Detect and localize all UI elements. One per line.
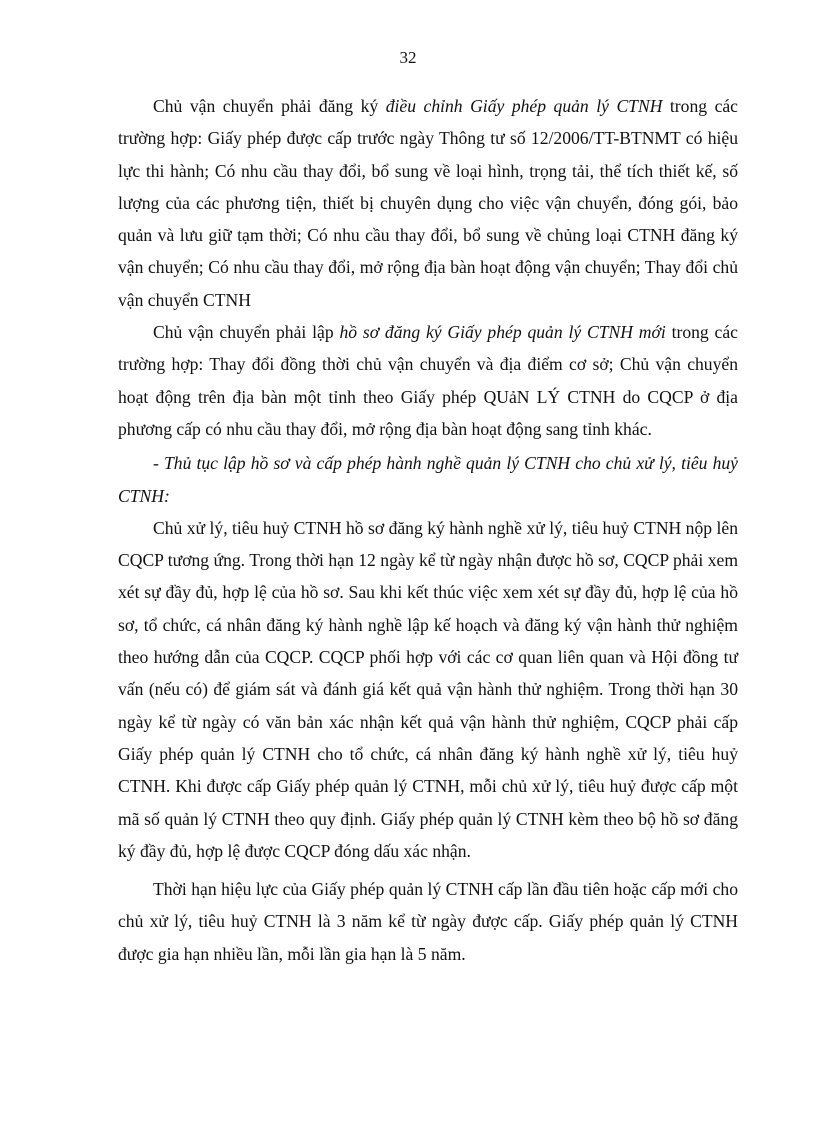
paragraph-treatment-procedure <box>118 512 738 867</box>
text-segment: Chủ vận chuyển phải đăng ký <box>153 96 386 116</box>
text-segment: trong các trường hợp: Giấy phép được cấp trước ngày Thông tư số 12/2006/TT-BTNMT có hiệu lực thi hành; Có nhu cầu thay đổi, bổ sung về loại hình, trọng tải, thể tích thiết kế, số lượng của các phương tiện, thiết bị chuyên dụng cho việc vận chuyển, đóng gói, bảo quản và lưu giữ tạm thời; Có nhu cầu thay đổi, bổ sung về chủng loại CTNH đăng ký vận chuyển; Có nhu cầu thay đổi, mở rộng địa bàn hoạt động vận chuyển; Thay đổi chủ vận chuyển CTNH <box>118 96 738 310</box>
text-segment: Chủ xử lý, tiêu huỷ CTNH hồ sơ đăng ký hành nghề xử lý, tiêu huỷ CTNH nộp lên CQCP tương ứng. Trong thời hạn 12 ngày kể từ ngày nhận được hồ sơ, CQCP phải xem xét sự đầy đủ, hợp lệ của hồ sơ. Sau khi kết thúc việc xem xét sự đầy đủ, hợp lệ của hồ sơ, tổ chức, cá nhân đăng ký hành nghề lập kế hoạch và đăng ký vận hành thử nghiệm theo hướng dẫn của CQCP. CQCP phối hợp với các cơ quan liên quan và Hội đồng tư vấn (nếu có) để giám sát và đánh giá kết quả vận hành thử nghiệm. Trong thời hạn 30 ngày kể từ ngày có văn bản xác nhận kết quả vận hành thử nghiệm, CQCP phải cấp Giấy phép quản lý CTNH cho tổ chức, cá nhân đăng ký hành nghề xử lý, tiêu huỷ CTNH. Khi được cấp Giấy phép quản lý CTNH, mỗi chủ xử lý, tiêu huỷ được cấp một mã số quản lý CTNH theo quy định. Giấy phép quản lý CTNH kèm theo bộ hồ sơ đăng ký đầy đủ, hợp lệ được CQCP đóng dấu xác nhận. <box>118 517 738 861</box>
text-segment-italic: điều chỉnh Giấy phép quản lý CTNH <box>385 96 663 116</box>
page-number: 32 <box>399 48 417 67</box>
document-body <box>118 90 738 970</box>
text-segment: trong các trường hợp: Thay đổi đồng thời chủ vận chuyển và địa điểm cơ sở; Chủ vận chuyển hoạt động trên địa bàn một tỉnh theo Giấy phép QUảN LÝ CTNH do CQCP ở địa phương cấp có nhu cầu thay đổi, mở rộng địa bàn hoạt động sang tỉnh khác. <box>118 322 738 439</box>
text-segment-italic: - Thủ tục lập hồ sơ và cấp phép hành nghề quản lý CTNH cho chủ xử lý, tiêu huỷ CTNH: <box>118 453 738 506</box>
paragraph-new-permit-application <box>118 316 738 445</box>
text-segment: Chủ vận chuyển phải lập <box>153 322 340 343</box>
text-segment-italic: hồ sơ đăng ký Giấy phép quản lý CTNH mới <box>339 322 666 343</box>
section-heading-treatment-procedure <box>118 447 738 512</box>
text-segment: Thời hạn hiệu lực của Giấy phép quản lý CTNH cấp lần đầu tiên hoặc cấp mới cho chủ xử lý, tiêu huỷ CTNH là 3 năm kể từ ngày được cấp. Giấy phép quản lý CTNH được gia hạn nhiều lần, mỗi lần gia hạn là 5 năm. <box>118 879 738 964</box>
paragraph-transport-permit-adjustment <box>118 90 738 316</box>
paragraph-permit-validity <box>118 873 738 970</box>
